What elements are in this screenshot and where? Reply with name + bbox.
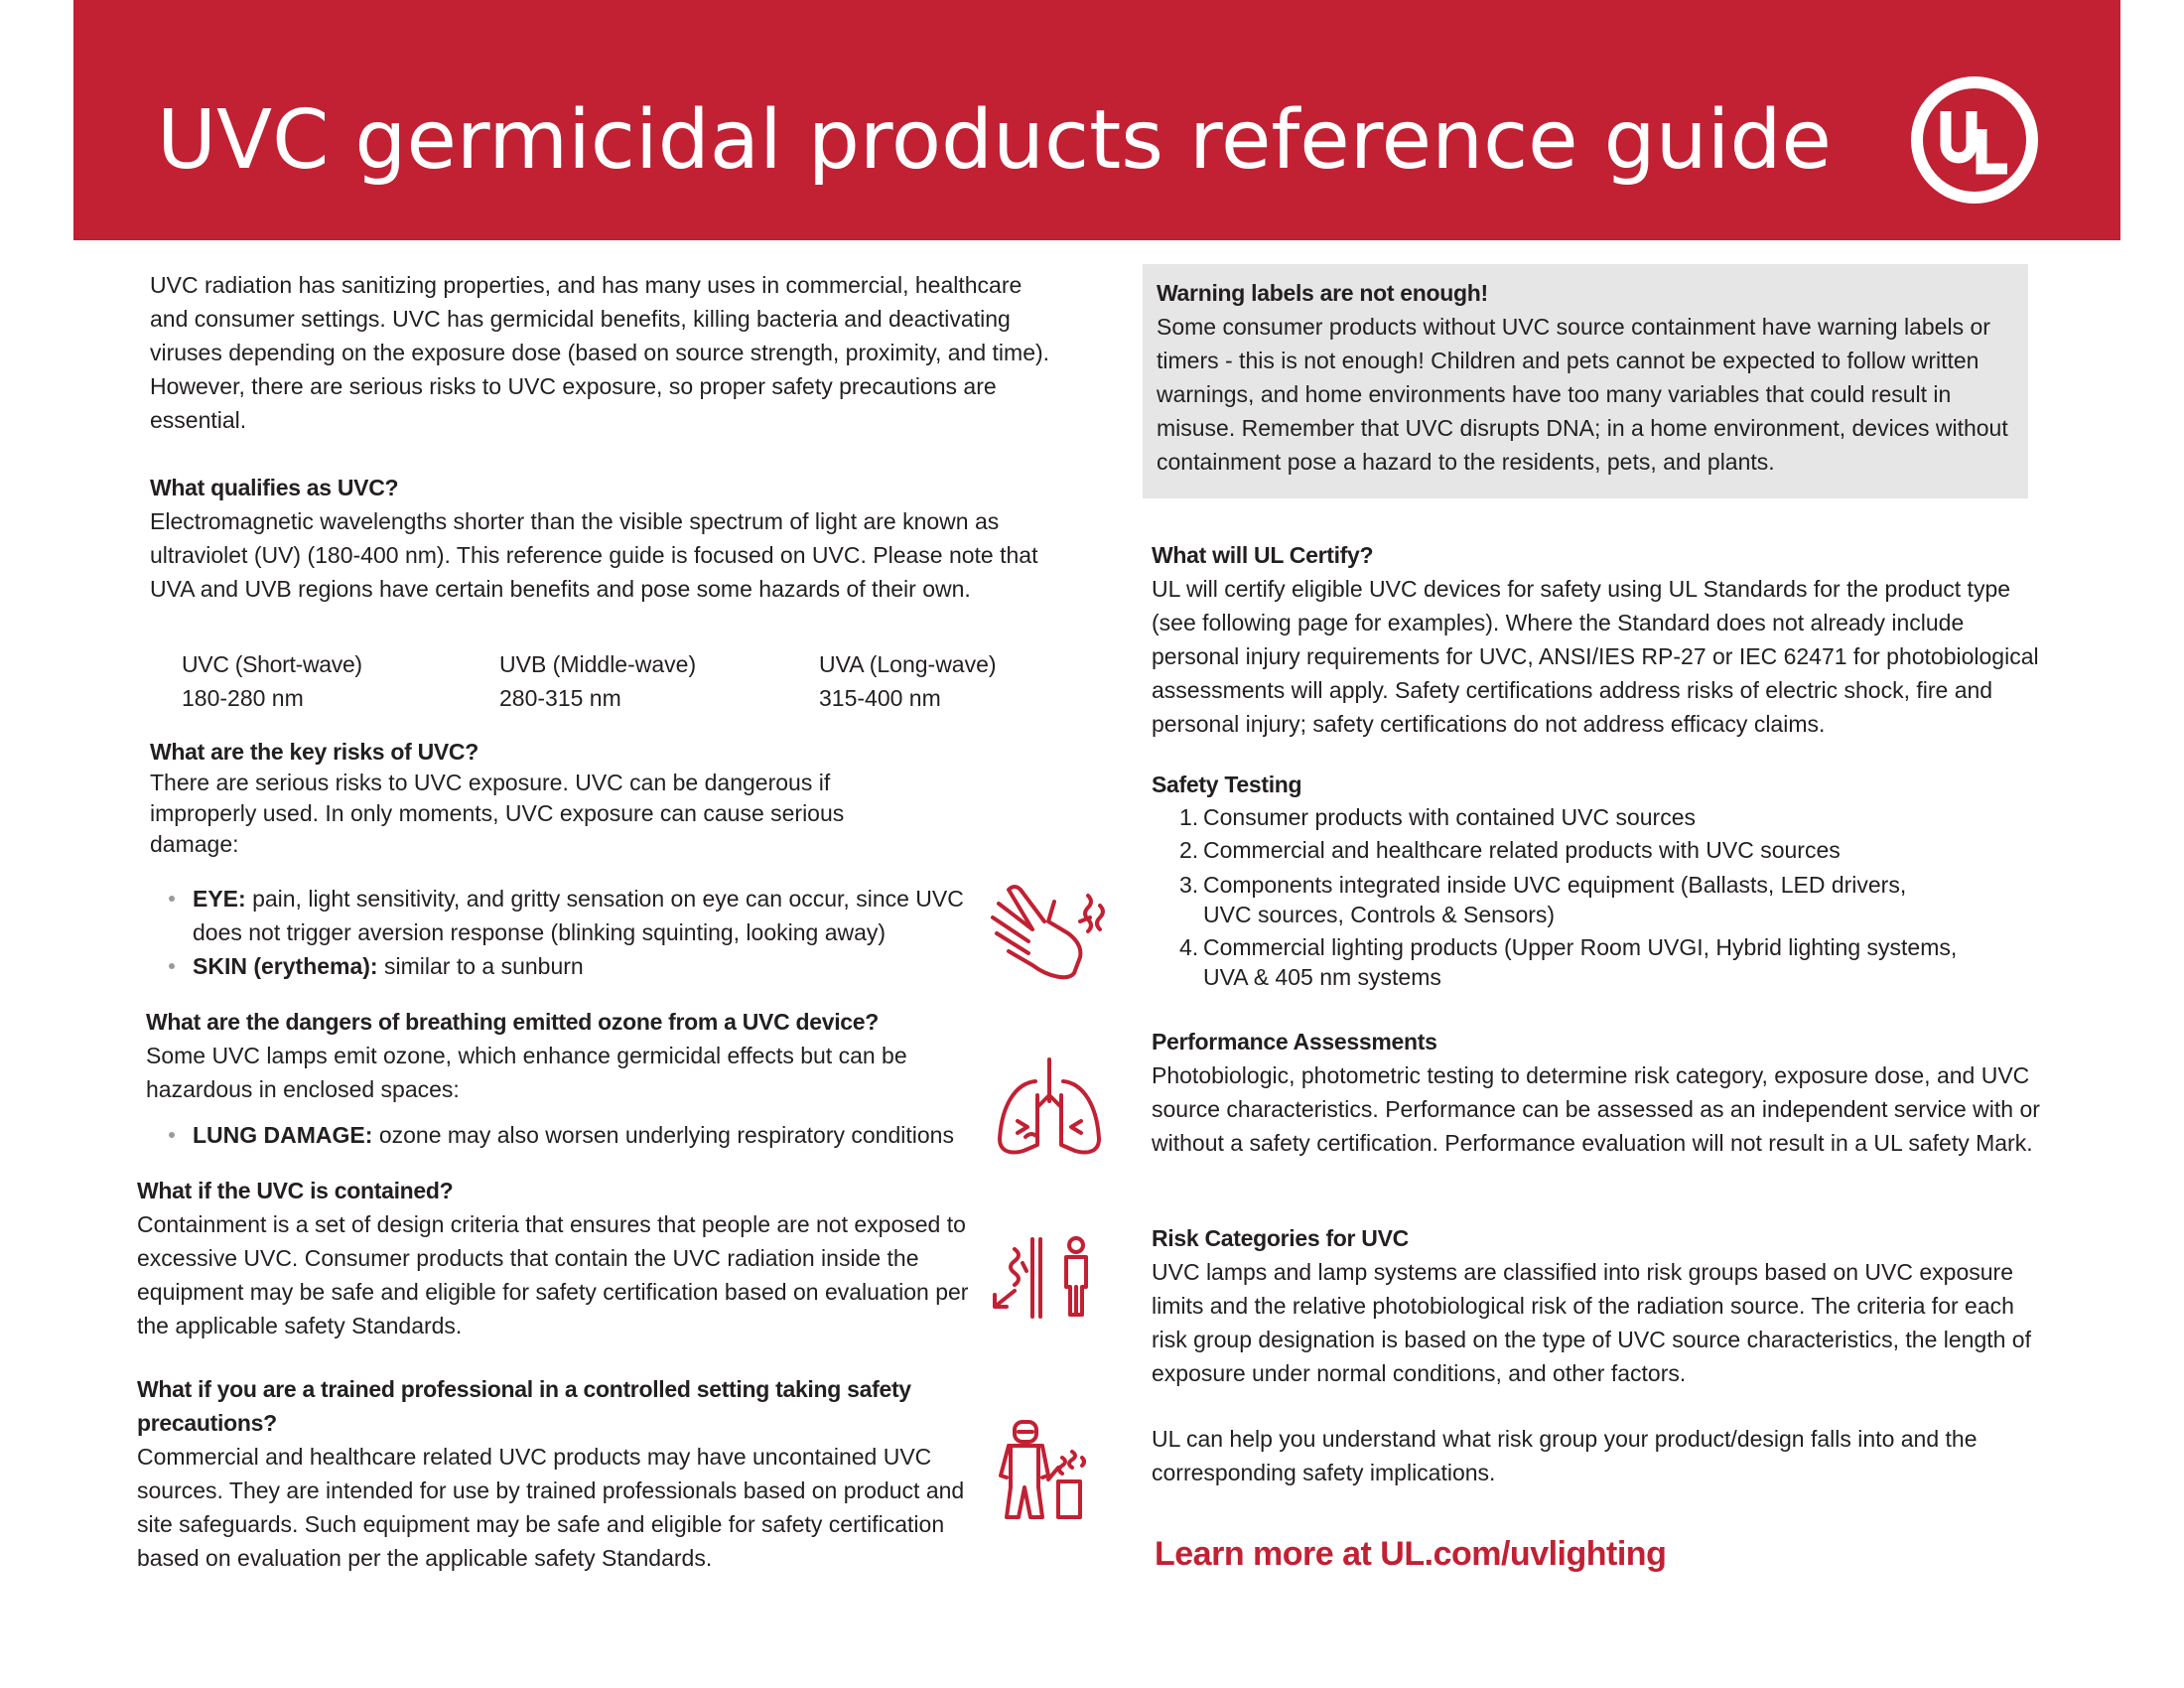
page-title: UVC germicidal products reference guide xyxy=(157,93,1832,188)
list-item xyxy=(157,949,991,983)
performance-section xyxy=(1152,1025,2045,1160)
band-name: UVB (Middle-wave) xyxy=(499,651,697,677)
testing-list xyxy=(1152,801,2045,992)
band-uvb xyxy=(499,647,696,715)
qualifies-section xyxy=(150,471,1063,606)
item-number: 1. xyxy=(1179,804,1199,830)
intro-section xyxy=(150,268,1063,437)
bullet-text: ozone may also worsen underlying respiratory conditions xyxy=(372,1122,954,1148)
list-item xyxy=(157,882,991,949)
item-text: Commercial and healthcare related products with UVC sources xyxy=(1203,837,1841,863)
bullet-label: SKIN (erythema): xyxy=(193,953,378,979)
warning-text: Some consumer products without UVC source containment have warning labels or timers - this is not enough! Children and pets cannot be expected to follow written warnings, and home environments have too many variables that could result in misuse. Remember that UVC disrupts DNA; in a home environment, devices without containment pose a hazard to the residents, pets, and plants. xyxy=(1157,314,2008,475)
qualifies-text: Electromagnetic wavelengths shorter than the visible spectrum of light are known as ultraviolet (UV) (180-400 nm). This reference guide is focused on UVC. Please note that UVA and UVB regions have certain benefits and pose some hazards of their own. xyxy=(150,508,1038,602)
testing-heading: Safety Testing xyxy=(1152,772,1302,797)
bullet-text: similar to a sunburn xyxy=(377,953,584,979)
contained-uvc-icon xyxy=(989,1235,1098,1319)
contained-section xyxy=(137,1174,971,1342)
categories-section xyxy=(1152,1221,2045,1489)
list-item xyxy=(1152,932,1958,992)
ozone-text: Some UVC lamps emit ozone, which enhance germicidal effects but can be hazardous in enclosed spaces: xyxy=(146,1043,907,1102)
risks-text: There are serious risks to UVC exposure. UVC can be dangerous if improperly used. In only moments, UVC exposure can cause serious damage: xyxy=(150,770,845,857)
professional-heading: What if you are a trained professional in a controlled setting taking safety precautions? xyxy=(137,1376,911,1436)
list-item xyxy=(1152,801,1958,834)
performance-heading: Performance Assessments xyxy=(1152,1029,1437,1055)
certify-section xyxy=(1152,538,2045,741)
list-item xyxy=(1152,834,1958,867)
header-banner xyxy=(73,0,2120,240)
band-range: 180-280 nm xyxy=(182,685,304,711)
warning-content xyxy=(1157,276,2030,479)
lungs-icon xyxy=(996,1055,1103,1161)
categories-text: UVC lamps and lamp systems are classified into risk groups based on UVC exposure limits and the relative photobiological risk of the radiation source. The criteria for each risk group designation is based on the type of UVC source characteristics, the length of exposure under normal conditions, and other factors. xyxy=(1152,1259,2031,1386)
ul-logo-icon xyxy=(1910,75,2039,205)
risks-bullets xyxy=(157,882,991,983)
band-uvc xyxy=(182,647,362,715)
warning-heading: Warning labels are not enough! xyxy=(1157,280,1488,306)
band-uva xyxy=(819,647,997,715)
band-range: 315-400 nm xyxy=(819,685,941,711)
hand-burn-icon xyxy=(989,882,1116,987)
band-name: UVA (Long-wave) xyxy=(819,651,997,677)
item-text: Commercial lighting products (Upper Room UVGI, Hybrid lighting systems, UVA & 405 nm systems xyxy=(1203,934,1958,990)
warning-box xyxy=(1143,264,2028,498)
contained-heading: What if the UVC is contained? xyxy=(137,1178,454,1203)
bullet-label: EYE: xyxy=(193,886,246,912)
band-name: UVC (Short-wave) xyxy=(182,651,362,677)
certify-text: UL will certify eligible UVC devices for safety using UL Standards for the product type (see following page for examples). Where the Standard does not already include personal injury requirements for UVC, ANSI/IES RP-27 or IEC 62471 for photobiological assessments will apply. Safety certifications address risks of electric shock, fire and personal injury; safety certifications do not address efficacy claims. xyxy=(1152,576,2039,737)
contained-text: Containment is a set of design criteria that ensures that people are not exposed to excessive UVC. Consumer products that contain the UVC radiation inside the equipment may be safe and eligible for safety certification based on evaluation per the applicable safety Standards. xyxy=(137,1211,969,1338)
list-item xyxy=(1152,870,1918,929)
ozone-bullets xyxy=(157,1118,1011,1152)
item-number: 3. xyxy=(1179,872,1199,898)
ozone-heading: What are the dangers of breathing emitted ozone from a UVC device? xyxy=(146,1009,880,1035)
item-text: Components integrated inside UVC equipment (Ballasts, LED drivers, UVC sources, Controls & Sensors) xyxy=(1203,872,1907,927)
intro-text: UVC radiation has sanitizing properties, and has many uses in commercial, healthcare and consumer settings. UVC has germicidal benefits, killing bacteria and deactivating viruses depending on the exposure dose (based on source strength, proximity, and time). However, there are serious risks to UVC exposure, so proper safety precautions are essential. xyxy=(150,272,1050,433)
categories-heading: Risk Categories for UVC xyxy=(1152,1225,1409,1251)
professional-text: Commercial and healthcare related UVC products may have uncontained UVC sources. They are intended for use by trained professionals based on product and site safeguards. Such equipment may be safe and eligible for safety certification based on evaluation per the applicable safety Standards. xyxy=(137,1444,965,1571)
risks-heading: What are the key risks of UVC? xyxy=(150,739,478,765)
categories-text-2: UL can help you understand what risk group your product/design falls into and the corresponding safety implications. xyxy=(1152,1426,1978,1485)
list-item xyxy=(157,1118,1011,1152)
band-range: 280-315 nm xyxy=(499,685,621,711)
certify-heading: What will UL Certify? xyxy=(1152,542,1374,568)
learn-more-link[interactable]: Learn more at UL.com/uvlighting xyxy=(1155,1535,1667,1573)
item-number: 2. xyxy=(1179,837,1199,863)
testing-section xyxy=(1152,769,2045,992)
risks-section xyxy=(150,737,904,860)
ozone-section xyxy=(146,1005,1039,1106)
item-number: 4. xyxy=(1179,934,1199,960)
bullet-text: pain, light sensitivity, and gritty sensation on eye can occur, since UVC does not trigger aversion response (blinking squinting, looking away) xyxy=(193,886,964,945)
professional-section xyxy=(137,1372,991,1575)
bullet-label: LUNG DAMAGE: xyxy=(193,1122,373,1148)
protective-suit-icon xyxy=(993,1418,1094,1521)
qualifies-heading: What qualifies as UVC? xyxy=(150,475,399,500)
item-text: Consumer products with contained UVC sources xyxy=(1203,804,1697,830)
performance-text: Photobiologic, photometric testing to determine risk category, exposure dose, and UVC source characteristics. Performance can be assessed as an independent service with or without a safety certification. Performance evaluation will not result in a UL safety Mark. xyxy=(1152,1062,2040,1156)
